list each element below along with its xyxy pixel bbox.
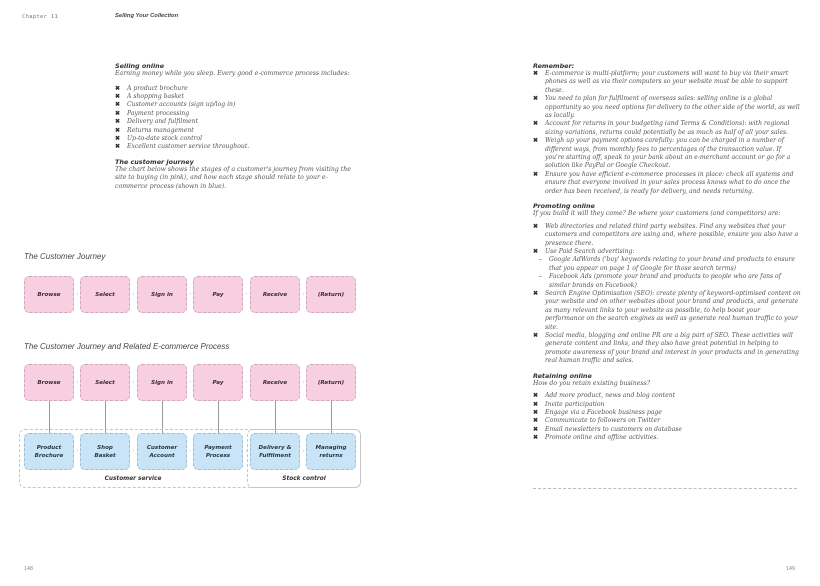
journey-stage-browse: Browse [24, 364, 74, 401]
stock-control-label: Stock control [282, 476, 326, 482]
list-item: ✖ Customer accounts (sign up/log in) [115, 101, 236, 109]
chevron-right-icon: › [76, 447, 79, 455]
cross-bullet-icon: ✖ [115, 84, 121, 92]
list-item: ✖ Use Paid Search advertising: [533, 247, 635, 255]
process-managing-returns: Managing returns [306, 433, 356, 470]
cross-bullet-icon: ✖ [115, 93, 121, 100]
customer-service-label: Customer service [104, 476, 162, 482]
journey-stage-select: Select [80, 364, 130, 401]
process-customer-account: Customer Account [137, 433, 187, 470]
list-item: ✖ Search Engine Optimisation (SEO): create plenty of keyword-optimised content on your website and on other websites about your brand and products, and generate as many relevant links to your website as possible, to help boost your performance on the search engines as well as generate real human traffic to your site. [533, 289, 801, 331]
list-item: ✖ Email newsletters to customers on database [533, 425, 683, 433]
cross-bullet-icon: ✖ [115, 143, 121, 151]
list-item: ✖ E-commerce is multi-platform; your customers will want to buy via their smart phones as well as via their computers so your website must be able to support these. [533, 70, 789, 94]
chapter-label: Chapter 11 [22, 14, 59, 20]
list-item: ✖ Delivery and fulfilment [115, 118, 199, 126]
cross-bullet-icon: ✖ [533, 425, 539, 433]
journey-stage-receive: Receive [250, 276, 300, 313]
journey-stage-return: (Return) [306, 364, 356, 401]
list-item: ✖ A shopping basket [115, 93, 184, 100]
cross-bullet-icon: ✖ [533, 247, 539, 255]
chevron-right-icon: › [189, 447, 192, 455]
page-number-right: 149 [786, 566, 796, 572]
list-item: ✖ Engage via a Facebook business page [533, 409, 662, 416]
list-item: ✖ You need to plan for fulfilment of overseas sales: selling online is a global opportunity so you need options for delivery to the other side of the world, as well as locally. [533, 95, 800, 120]
list-item: ✖ Up-to-date stock control [115, 135, 203, 143]
remember-list [533, 70, 801, 196]
list-item: ✖ Web directories and related third party websites. Find any websites that your customers and competitors are using and, where possible, ensure you also have a presence there. [533, 222, 799, 247]
left-column [115, 62, 415, 192]
process-delivery-fulfilment: Delivery & Fulfilment [250, 433, 300, 470]
journey-stage-return: (Return) [306, 276, 356, 313]
cross-bullet-icon: ✖ [115, 126, 121, 134]
selling-online-intro: Earning money while you sleep. Every good e-commerce process includes: [115, 70, 350, 77]
journey-stage-select: Select [80, 276, 130, 313]
journey-stage-receive: Receive [250, 364, 300, 401]
chevron-right-icon: › [245, 290, 248, 298]
retaining-intro: How do you retain existing business? [533, 379, 651, 387]
list-item: ✖ Promote online and offline activities. [533, 434, 659, 442]
cross-bullet-icon: ✖ [533, 170, 539, 178]
cross-bullet-icon: ✖ [533, 222, 539, 230]
list-item: ✖ Invite participation [533, 400, 605, 408]
cross-bullet-icon: ✖ [533, 392, 539, 400]
process-payment-process: Payment Process [193, 433, 243, 470]
right-column [533, 62, 801, 443]
list-item: ✖ Weigh up your payment options carefully: you can be charged in a number of different ways, from monthly fees to percentages of the transaction value. If you're starting off, speak to your bank about an e-merchant account or go for a solution like PayPal or Google Checkout. [533, 137, 791, 170]
customer-journey-heading: The customer journey [115, 157, 194, 166]
cross-bullet-icon: ✖ [115, 109, 121, 117]
cross-bullet-icon: ✖ [533, 434, 539, 442]
dash-bullet-icon: – [539, 256, 542, 264]
chevron-right-icon: › [245, 447, 248, 455]
cross-bullet-icon: ✖ [533, 409, 539, 416]
chevron-right-icon: › [245, 378, 248, 386]
chevron-right-icon: › [302, 290, 305, 298]
cross-bullet-icon: ✖ [533, 95, 539, 103]
journey-stage-pay: Pay [193, 364, 243, 401]
list-item: ✖ Excellent customer service throughout. [115, 143, 250, 151]
journey-stage-sign-in: Sign in [137, 276, 187, 313]
sub-list-item: – Google AdWords ('buy' keywords relating to your brand and products to ensure that you appear on page 1 of Google for those search terms) [539, 256, 795, 272]
section-divider [533, 488, 797, 489]
chevron-right-icon: › [302, 378, 305, 386]
chevron-right-icon: › [132, 447, 135, 455]
process-product-brochure: Product Brochure [24, 433, 74, 470]
cross-bullet-icon: ✖ [533, 331, 539, 339]
list-item: ✖ Add more product, news and blog content [533, 392, 676, 400]
remember-heading: Remember: [533, 62, 575, 70]
list-item: ✖ A product brochure [115, 84, 188, 92]
promoting-intro: If you build it will they come? Be where your customers (and competitors) are: [533, 210, 781, 218]
dash-bullet-icon: – [539, 273, 542, 281]
running-title: Selling Your Collection [115, 13, 179, 19]
cross-bullet-icon: ✖ [115, 135, 121, 143]
cross-bullet-icon: ✖ [533, 417, 539, 425]
chevron-right-icon: › [189, 290, 192, 298]
list-item: ✖ Communicate to followers on Twitter [533, 417, 661, 425]
diagram2-title: The Customer Journey and Related E-commerce Process [24, 342, 230, 351]
chevron-right-icon: › [302, 447, 305, 455]
list-item: ✖ Account for returns in your budgeting (and Terms & Conditions): with regional sizing variations, returns could potentially be as much as half of all your sales. [533, 120, 790, 136]
retaining-heading: Retaining online [533, 371, 592, 380]
cross-bullet-icon: ✖ [533, 120, 539, 128]
selling-online-heading: Selling online [115, 62, 165, 70]
chevron-right-icon: › [132, 378, 135, 386]
chevron-right-icon: › [132, 290, 135, 298]
customer-journey-body: The chart below shows the stages of a customer's journey from visiting the site to buying (in pink), and how each stage should relate to your e-commerce process (shown in blue). [115, 165, 351, 191]
journey-stage-browse: Browse [24, 276, 74, 313]
list-item: ✖ Returns management [115, 126, 194, 134]
journey-stage-pay: Pay [193, 276, 243, 313]
promoting-heading: Promoting online [533, 202, 595, 211]
chevron-right-icon: › [76, 290, 79, 298]
diagram1-title: The Customer Journey [24, 252, 106, 261]
cross-bullet-icon: ✖ [115, 118, 121, 126]
process-shop-basket: Shop Basket [80, 433, 130, 470]
list-item: ✖ Social media, blogging and online PR are a big part of SEO. These activities will generate content and links, and they also have great potential in helping to promote awareness of your brand and interest in your products and in generating real human traffic and sales. [533, 331, 799, 365]
cross-bullet-icon: ✖ [115, 101, 121, 109]
cross-bullet-icon: ✖ [533, 289, 539, 297]
cross-bullet-icon: ✖ [533, 400, 539, 408]
selling-online-list [115, 85, 415, 152]
page-number-left: 148 [24, 566, 34, 572]
list-item: ✖ Ensure you have efficient e-commerce processes in place: check all systems and ensure that everyone involved in your sales process knows what to do once the order has been received, is ready for delivery, and needs returning. [533, 170, 794, 195]
journey-stage-sign-in: Sign in [137, 364, 187, 401]
chevron-right-icon: › [76, 378, 79, 386]
chevron-right-icon: › [189, 378, 192, 386]
cross-bullet-icon: ✖ [533, 137, 539, 145]
list-item: ✖ Payment processing [115, 109, 190, 117]
retaining-list [533, 392, 801, 442]
sub-list-item: – Facebook Ads (promote your brand and products to people who are fans of similar brands on Facebook) [539, 273, 781, 289]
promoting-list [533, 223, 801, 366]
cross-bullet-icon: ✖ [533, 70, 539, 77]
